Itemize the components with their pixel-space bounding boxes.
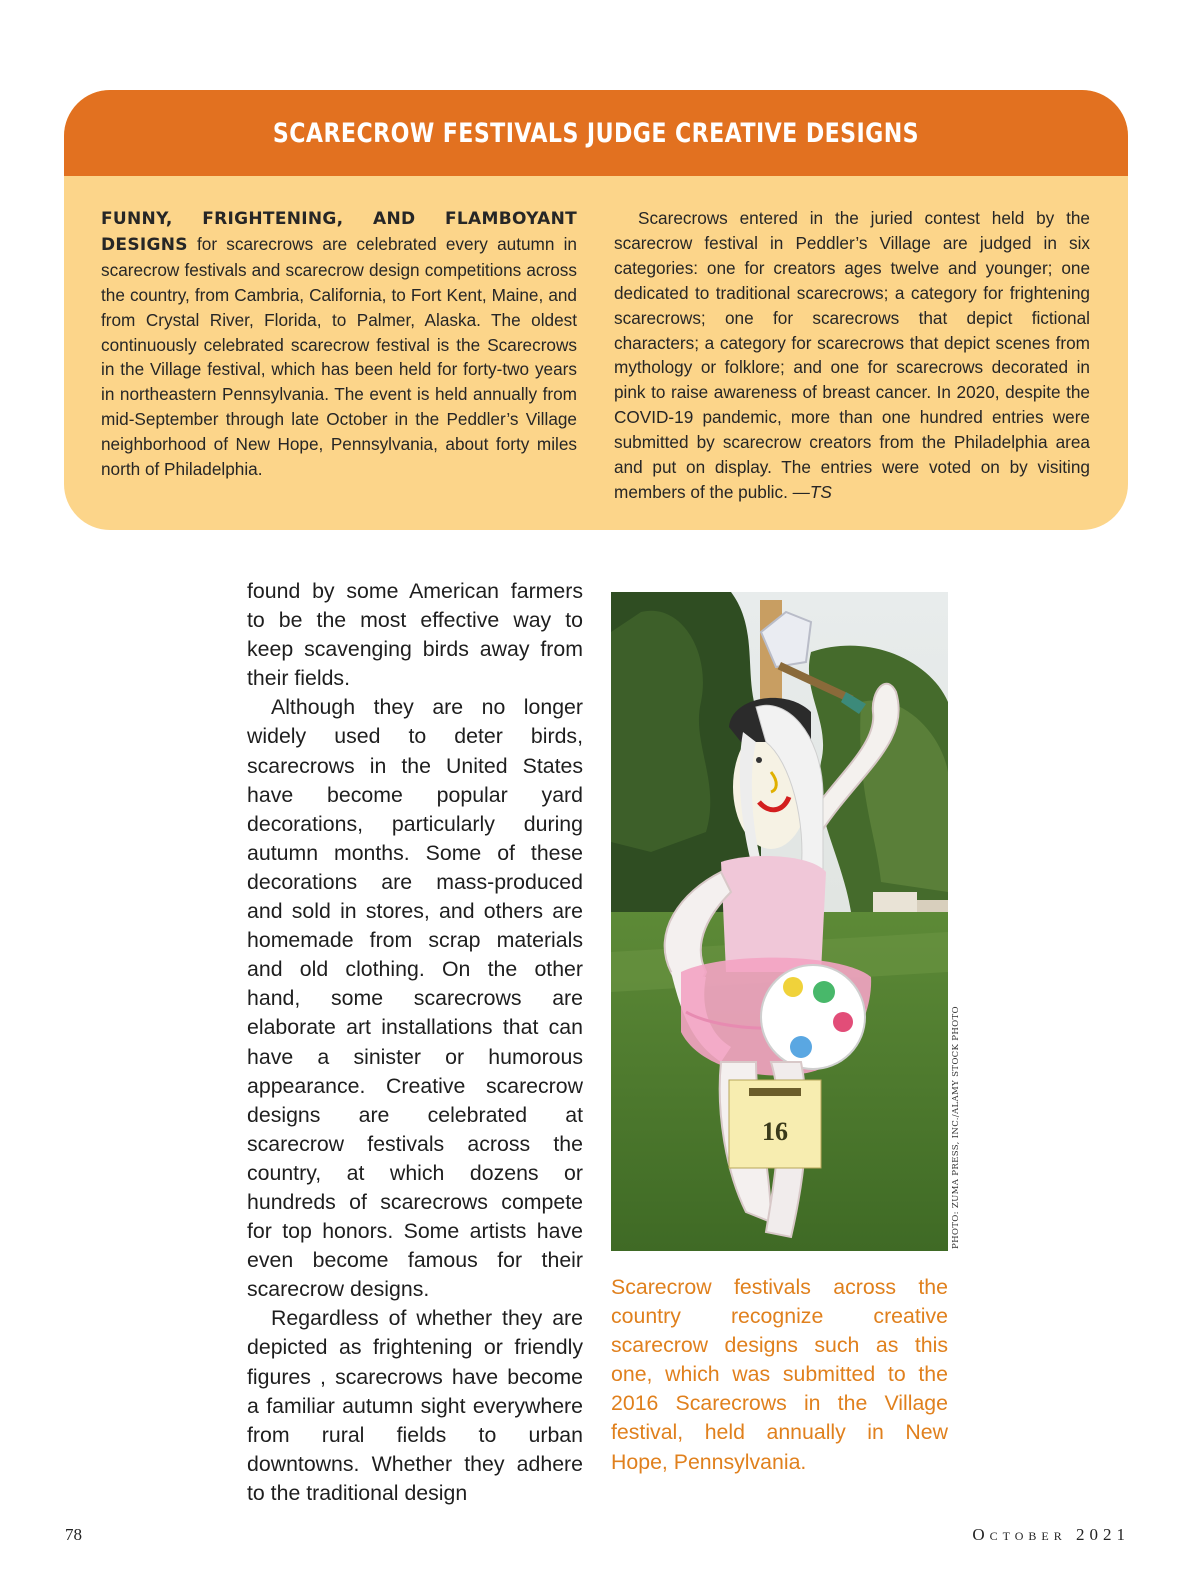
- issue-date: [972, 1525, 1130, 1545]
- sidebar-header: [64, 90, 1128, 176]
- issue-date-text: October 2021: [972, 1525, 1130, 1544]
- sidebar-paragraph-2: [614, 206, 1090, 505]
- sidebar-paragraph-1: [101, 206, 577, 482]
- sidebar-signature: —TS: [792, 481, 832, 502]
- sidebar-title: SCARECROW FESTIVALS JUDGE CREATIVE DESIGNS: [272, 117, 920, 149]
- body-paragraph-3: Regardless of whether they are depicted as frightening or friendly figures , scarecrows have become a familiar autumn sight everywhere from rural fields to urban downtowns. Whether they adhere to the traditional design: [247, 1306, 583, 1505]
- body-paragraph-2: Although they are no longer widely used to deter birds, scarecrows in the United States have become popular yard decorations, particularly during autumn months. Some of these decorations are mass-produced and sold in stores, and others are homemade from scrap materials and old clothing. On the other hand, some scarecrows are elaborate art installations that can have a sinister or humorous appearance. Creative scarecrow designs are celebrated at scarecrow festivals across the country, at which dozens or hundreds of scarecrows compete for top honors. Some artists have even become famous for their scarecrow designs.: [247, 695, 583, 1302]
- article-body: [247, 577, 583, 1508]
- photo-caption: Scarecrow festivals across the country recognize creative scarecrow designs such as this one, which was submitted to the 2016 Scarecrows in the Village festival, held annually in New Hope, Pennsylvania.: [611, 1275, 948, 1474]
- sidebar-paragraph-1-text: for scarecrows are celebrated every autumn in scarecrow festivals and scarecrow design competitions across the country, from Cambria, California, to Fort Kent, Maine, and from Crystal River, Florida, to Palmer, Alaska. The oldest continuously celebrated scarecrow festival is the Scarecrows in the Village festival, which has been held for forty-two years in northeastern Pennsylvania. The event is held annually from mid-September through late October in the Peddler’s Village neighborhood of New Hope, Pennsylvania, about forty miles north of Philadelphia.: [101, 233, 577, 480]
- sidebar-column-left: [101, 206, 1090, 506]
- photo-credit: PHOTO: ZUMA PRESS, INC./ALAMY STOCK PHOTO: [951, 1006, 961, 1249]
- sidebar-lead: FUNNY, FRIGHTENING, AND FLAMBOYANT DESIGNS: [101, 209, 577, 255]
- body-paragraph-1: found by some American farmers to be the most effective way to keep scavenging birds away from their fields.: [247, 579, 583, 691]
- page-number: 78: [65, 1525, 82, 1544]
- entry-tag-number: 16: [762, 1117, 788, 1146]
- sidebar-box: [64, 90, 1128, 530]
- scarecrow-photo: [611, 592, 948, 1251]
- sidebar-paragraph-2-text: Scarecrows entered in the juried contest held by the scarecrow festival in Peddler’s Village are judged in six categories: one for creators ages twelve and younger; one dedicated to traditional scarecrows; a category for frightening scarecrows; one for scarecrows that depict fictional characters; a category for scarecrows that depict scenes from mythology or folklore; and one for scarecrows decorated in pink to raise awareness of breast cancer. In 2020, despite the COVID-19 pandemic, more than one hundred entries were submitted by scarecrow creators from the Philadelphia area and put on display. The entries were voted on by visiting members of the public.: [614, 208, 1090, 502]
